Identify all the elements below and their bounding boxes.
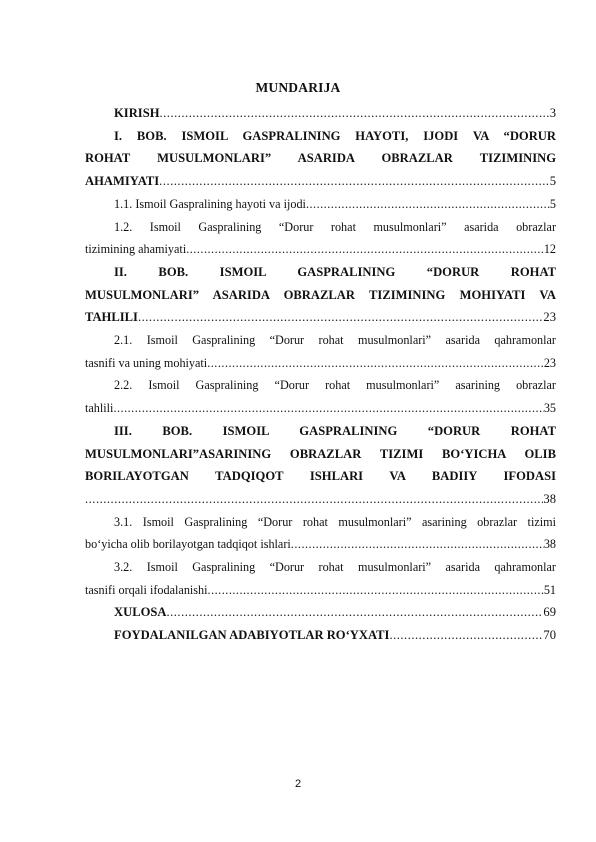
toc-page-number: 23: [543, 310, 556, 325]
dot-leader: [291, 533, 544, 556]
toc-page-number: 70: [543, 628, 556, 643]
toc-entry-text: tizimining ahamiyati: [85, 242, 187, 257]
toc-entry-last-line: [85, 397, 556, 420]
toc-entry-text: 3.2. Ismoil Gaspralining “Dorur rohat musulmonlari” asarida qahramonlar: [114, 560, 556, 575]
toc-entry-last-line: [85, 193, 556, 216]
toc-entry: [85, 556, 556, 601]
toc-entry-last-line: [85, 102, 556, 125]
toc-entry-text: XULOSA: [114, 605, 167, 620]
toc-entry-text: 2.1. Ismoil Gaspralining “Dorur rohat musulmonlari” asarida qahramonlar: [114, 333, 556, 348]
dot-leader: [166, 601, 543, 624]
toc-page-number: 35: [543, 401, 556, 416]
toc-entry: [85, 216, 556, 261]
toc-entry: [85, 261, 556, 329]
toc-entry-text: III. BOB. ISMOIL GASPRALINING “DORUR ROHAT: [114, 423, 556, 438]
toc-page-number: 12: [543, 242, 556, 257]
toc-entry-text: 1.2. Ismoil Gaspralining “Dorur rohat musulmonlari” asarida obrazlar: [114, 219, 556, 234]
dot-leader: [113, 397, 543, 420]
toc-entry-text: II. BOB. ISMOIL GASPRALINING “DORUR ROHAT: [114, 264, 556, 279]
toc-page-number: 38: [543, 491, 556, 506]
dot-leader: [160, 102, 550, 125]
toc-title: MUNDARIJA: [255, 80, 341, 95]
toc-entry: [85, 420, 556, 511]
toc-page-number: 5: [549, 174, 556, 189]
toc-entry: [85, 329, 556, 374]
toc-entry-last-line: [85, 238, 556, 261]
toc-entry: [85, 102, 556, 125]
dot-leader: [138, 306, 543, 329]
toc-entry-text: 1.1. Ismoil Gaspralining hayoti va ijodi: [114, 196, 306, 211]
toc-page-number: 23: [543, 355, 556, 370]
toc-entry: [85, 624, 556, 647]
toc-entry-text: 2.2. Ismoil Gaspralining “Dorur rohat musulmonlari” asarining obrazlar: [114, 378, 556, 393]
toc-page-number: 5: [549, 196, 556, 211]
toc-entry: [85, 374, 556, 419]
toc-entry-last-line: [85, 624, 556, 647]
table-of-contents: [85, 102, 556, 647]
dot-leader: [208, 579, 544, 602]
toc-entry-last-line: [85, 601, 556, 624]
toc-page-number: 3: [549, 106, 556, 120]
toc-entry-text: tasnifi va uning mohiyati: [85, 355, 208, 370]
toc-entry-text: TAHLILI: [85, 310, 138, 325]
toc-entry-last-line: [85, 579, 556, 602]
dot-leader: [159, 170, 550, 193]
dot-leader: [207, 352, 544, 375]
toc-entry-text: I. BOB. ISMOIL GASPRALINING HAYOTI, IJODI VA “DORUR: [114, 128, 556, 143]
toc-entry-text: BORILAYOTGAN TADQIQOT ISHLARI VA BADIIY IFODASI: [85, 469, 556, 484]
toc-entry-text: FOYDALANILGAN ADABIYOTLAR RO‘YXATI: [114, 628, 390, 643]
toc-entry-last-line: [85, 352, 556, 375]
toc-entry-text: bo‘yicha olib borilayotgan tadqiqot ishlari: [85, 537, 291, 552]
toc-entry-text: MUSULMONLARI” ASARIDA OBRAZLAR TIZIMINING MOHIYATI VA: [85, 287, 556, 302]
toc-entry: [85, 601, 556, 624]
toc-page-number: 69: [543, 605, 556, 620]
toc-entry-text: tahlili: [85, 401, 114, 416]
page-number: 2: [294, 778, 302, 790]
dot-leader: [389, 624, 543, 647]
toc-page-number: 38: [543, 537, 556, 552]
toc-entry-text: 3.1. Ismoil Gaspralining “Dorur rohat musulmonlari” asarining obrazlar tizimi: [114, 514, 556, 529]
toc-entry-text: KIRISH: [114, 106, 160, 120]
toc-entry: [85, 193, 556, 216]
toc-entry-last-line: [85, 170, 556, 193]
dot-leader: [186, 238, 544, 261]
toc-entry-last-line: [85, 488, 556, 511]
toc-entry-text: ROHAT MUSULMONLARI” ASARIDA OBRAZLAR TIZIMINING: [85, 151, 556, 166]
toc-page-number: 51: [543, 582, 556, 597]
dot-leader: [306, 193, 550, 216]
toc-entry-text: AHAMIYATI: [85, 174, 160, 189]
toc-entry-text: tasnifi orqali ifodalanishi: [85, 582, 208, 597]
toc-entry-text: MUSULMONLARI”ASARINING OBRAZLAR TIZIMI BO‘YICHA OLIB: [85, 446, 556, 461]
dot-leader: [85, 488, 543, 511]
toc-entry: [85, 125, 556, 193]
toc-entry-last-line: [85, 306, 556, 329]
toc-entry-last-line: [85, 533, 556, 556]
toc-entry: [85, 511, 556, 556]
